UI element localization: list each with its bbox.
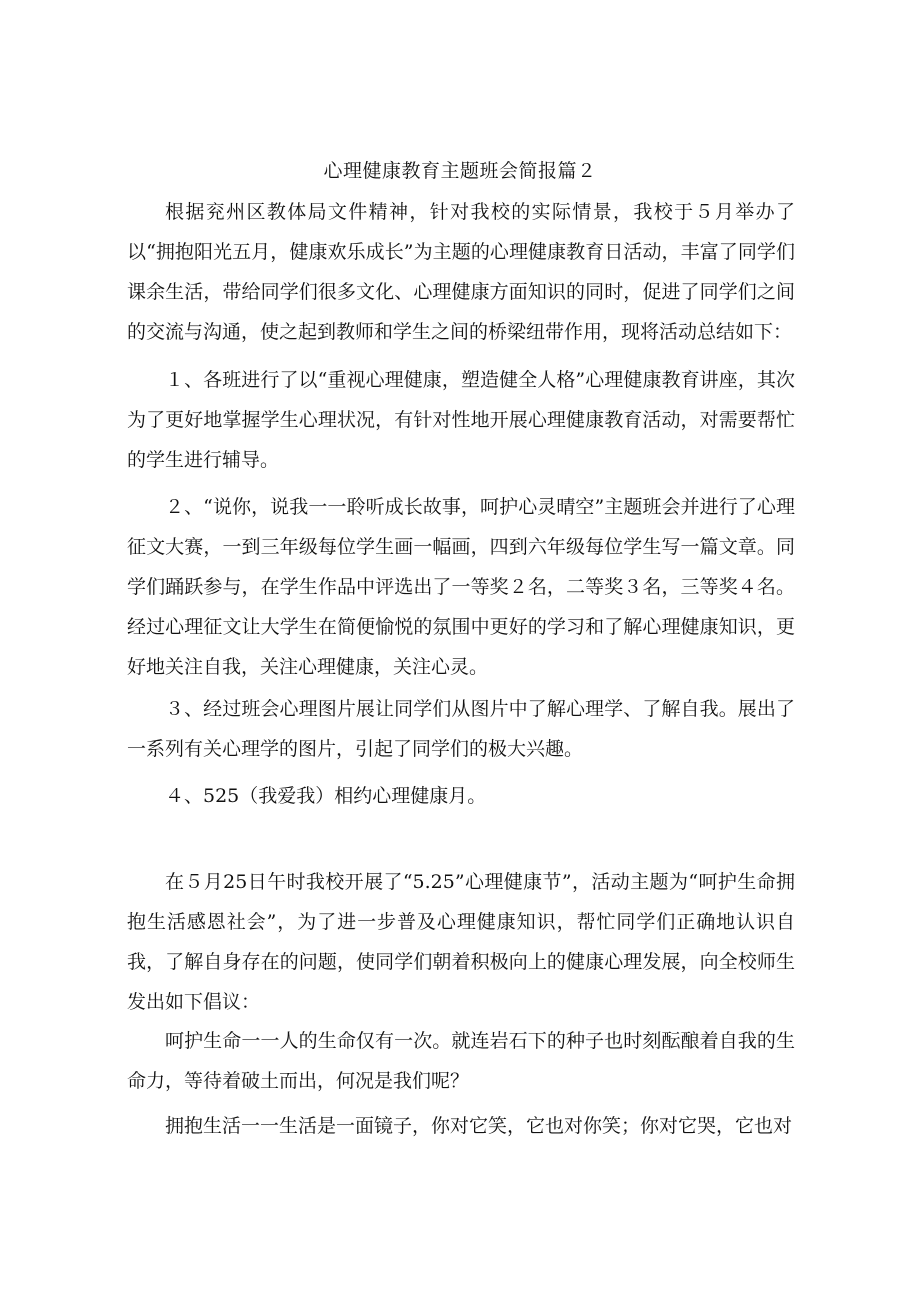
document-title: 心理健康教育主题班会简报篇２ (323, 160, 597, 182)
paragraph-item-1: １、各班进行了以“重视心理健康，塑造健全人格”心理健康教育讲座，其次为了更好地掌握学生心理状况，有针对性地开展心理健康教育活动，对需要帮忙的学生进行辅导。 (127, 369, 795, 471)
paragraph-item-2: ２、“说你，说我一一聆听成长故事，呵护心灵晴空”主题班会并进行了心理征文大赛，一到三年级每位学生画一幅画，四到六年级每位学生写一篇文章。同学们踊跃参与，在学生作品中评选出了一等奖２名，二等奖３名，三等奖４名。经过心理征文让大学生在简便愉悦的氛围中更好的学习和了解心理健康知识，更好地关注自我，关注心理健康，关注心灵。 (127, 496, 795, 678)
paragraph-item-4: ４、525（我爱我）相约心理健康月。 (165, 785, 487, 807)
paragraph-embrace-life: 拥抱生活一一生活是一面镜子，你对它笑，它也对你笑；你对它哭，它也对 (165, 1115, 793, 1137)
paragraph-item-3: ３、经过班会心理图片展让同学们从图片中了解心理学、了解自我。展出了一系列有关心理学的图片，引起了同学们的极大兴趣。 (127, 698, 795, 760)
paragraph-intro: 根据兖州区教体局文件精神，针对我校的实际情景，我校于５月举办了以“拥抱阳光五月，健康欢乐成长”为主题的心理健康教育日活动，丰富了同学们课余生活，带给同学们很多文化、心理健康方面知识的同时，促进了同学们之间的交流与沟通，使之起到教师和学生之间的桥梁纽带作用，现将活动总结如下： (127, 201, 795, 343)
paragraph-event: 在５月25日午时我校开展了“5.25”心理健康节”，活动主题为“呵护生命拥抱生活感恩社会”，为了进一步普及心理健康知识，帮忙同学们正确地认识自我，了解自身存在的问题，使同学们朝着积极向上的健康心理发展，向全校师生发出如下倡议： (127, 871, 795, 1013)
paragraph-protect-life: 呵护生命一一人的生命仅有一次。就连岩石下的种子也时刻酝酿着自我的生命力，等待着破土而出，何况是我们呢？ (127, 1030, 795, 1092)
